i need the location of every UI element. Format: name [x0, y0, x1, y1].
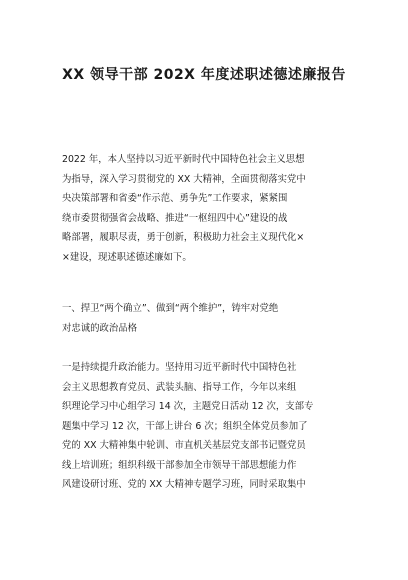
paragraph-line: 绕市委贯彻强省会战略、推进“一枢纽四中心”建设的战 [62, 212, 288, 224]
heading-line: 对忠诚的政治品格 [62, 322, 138, 334]
paragraph-line: 略部署，履职尽责，勇于创新，积极助力社会主义现代化× [62, 232, 305, 243]
intro-paragraph [62, 150, 350, 267]
section-body-paragraph [62, 358, 350, 495]
paragraph-line: 会主义思想教育党员、武装头脑、指导工作，今年以来组 [62, 381, 297, 393]
paragraph-line: 央决策部署和省委“作示范、勇争先”工作要求，紧紧围 [62, 193, 288, 204]
paragraph-line: 2022 年，本人坚持以习近平新时代中国特色社会主义思想 [62, 154, 305, 165]
paragraph-line: 党的 XX 大精神集中轮训、市直机关基层党支部书记暨党员 [62, 440, 306, 451]
heading-line: 一、捍卫“两个确立”、做到“两个维护”，铸牢对党绝 [62, 303, 279, 314]
paragraph-line: 为指导，深入学习贯彻党的 XX 大精神，全面贯彻落实党中 [62, 173, 306, 185]
section-heading [62, 299, 350, 338]
paragraph-line: ×建设，现述职述德述廉如下。 [62, 251, 192, 263]
paragraph-line: 一是持续提升政治能力。坚持用习近平新时代中国特色社 [62, 362, 297, 373]
paragraph-line: 风建设研讨班、党的 XX 大精神专题学习班，同时采取集中 [62, 479, 306, 490]
paragraph-line: 题集中学习 12 次，干部上讲台 6 次；组织全体党员参加了 [62, 420, 308, 432]
paragraph-line: 织理论学习中心组学习 14 次，主题党日活动 12 次，支部专 [62, 401, 314, 412]
report-title: XX 领导干部 202X 年度述职述德述廉报告 [62, 67, 346, 83]
paragraph-line: 线上培训班；组织科级干部参加全市领导干部思想能力作 [62, 459, 297, 471]
